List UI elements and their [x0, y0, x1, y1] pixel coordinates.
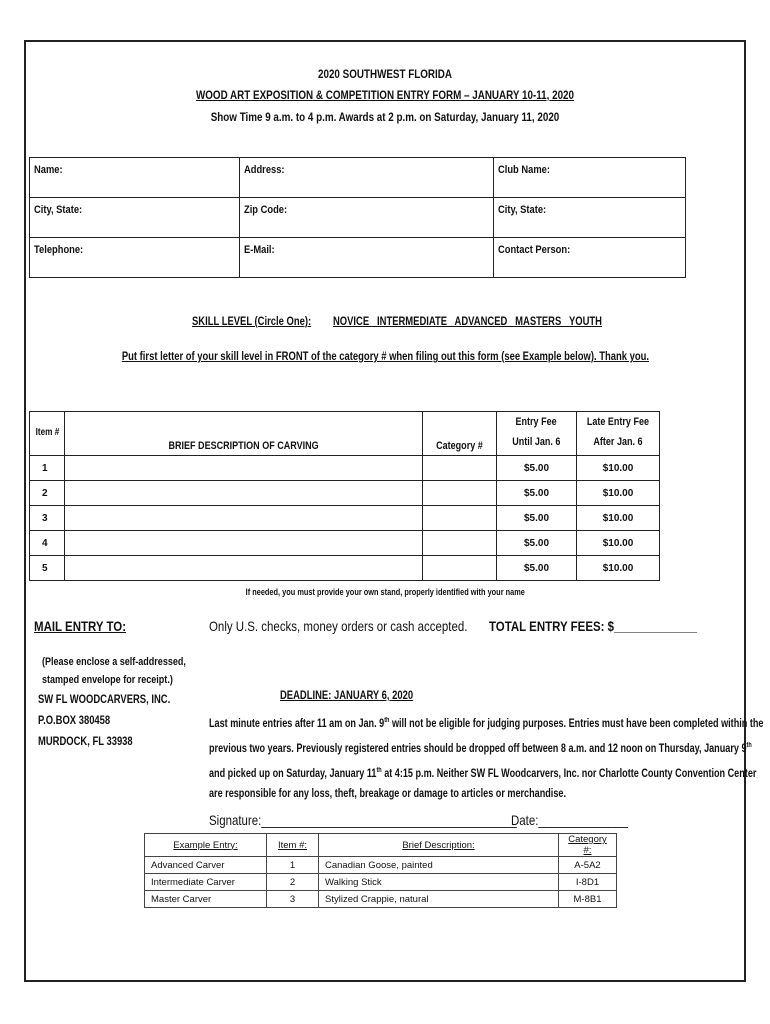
club-city-state-field[interactable]: City, State: [494, 198, 686, 238]
payment-note: Only U.S. checks, money orders or cash accepted. [209, 618, 468, 634]
col-late-fee-header: Late Entry Fee After Jan. 6 [577, 412, 660, 456]
col-item-header: Item # [30, 412, 65, 456]
stand-note: If needed, you must provide your own stand, properly identified with your name [245, 587, 525, 597]
address-line-2: P.O.BOX 380458 [38, 715, 111, 727]
example-row: Master Carver 3 Stylized Crappie, natural M-8B1 [145, 891, 617, 908]
total-entry-fees[interactable]: TOTAL ENTRY FEES: $_____________ [489, 618, 698, 634]
late-fee: $10.00 [577, 456, 660, 481]
entries-table [29, 411, 660, 581]
club-name-field[interactable]: Club Name: [494, 158, 686, 198]
deadline-title: DEADLINE: JANUARY 6, 2020 [280, 690, 414, 702]
description-cell[interactable] [65, 531, 423, 556]
form-header [24, 64, 746, 128]
item-number: 5 [30, 556, 65, 581]
address-line-1: SW FL WOODCARVERS, INC. [38, 694, 171, 706]
late-fee: $10.00 [577, 556, 660, 581]
example-header: Item #: [267, 834, 319, 857]
name-field[interactable]: Name: [30, 158, 240, 198]
header-line-2: WOOD ART EXPOSITION & COMPETITION ENTRY FORM – JANUARY 10-11, 2020 [195, 88, 574, 102]
description-cell[interactable] [65, 556, 423, 581]
category-cell[interactable] [423, 481, 497, 506]
email-field[interactable]: E-Mail: [240, 238, 494, 278]
category-cell[interactable] [423, 456, 497, 481]
category-cell[interactable] [423, 506, 497, 531]
item-number: 4 [30, 531, 65, 556]
signature-line[interactable]: Signature:________________________________________ [209, 812, 517, 828]
col-category-header: Category # [423, 412, 497, 456]
contact-person-field[interactable]: Contact Person: [494, 238, 686, 278]
late-fee: $10.00 [577, 506, 660, 531]
zip-code-field[interactable]: Zip Code: [240, 198, 494, 238]
description-cell[interactable] [65, 506, 423, 531]
entry-fee: $5.00 [497, 481, 577, 506]
item-number: 2 [30, 481, 65, 506]
deadline-text: Last minute entries after 11 am on Jan. 9th will not be eligible for judging purposes. Entries must have been completed within the previous two years. Previously registered entries should be dropped off between 8 a.m. and 12 noon on Thursday, January 9th and picked up on Saturday, January 11th at 4:15 p.m. Neither SW FL Woodcarvers, Inc. nor Charlotte County Convention Center are responsible for any loss, theft, breakage or damage to articles or merchandise. [209, 717, 764, 801]
col-entry-fee-header: Entry Fee Until Jan. 6 [497, 412, 577, 456]
description-cell[interactable] [65, 456, 423, 481]
address-line-3: MURDOCK, FL 33938 [38, 736, 133, 748]
skill-level-row [192, 316, 337, 328]
enclose-note: (Please enclose a self-addressed, stamped envelope for receipt.) [42, 656, 186, 686]
description-cell[interactable] [65, 481, 423, 506]
category-cell[interactable] [423, 531, 497, 556]
category-cell[interactable] [423, 556, 497, 581]
skill-level-label: SKILL LEVEL (Circle One): [192, 316, 312, 328]
skill-level-options[interactable]: NOVICE INTERMEDIATE ADVANCED MASTERS YOUTH [333, 316, 602, 328]
example-header: Brief Description: [319, 834, 559, 857]
example-row: Advanced Carver 1 Canadian Goose, painted A-5A2 [145, 857, 617, 874]
example-header: Example Entry: [145, 834, 267, 857]
telephone-field[interactable]: Telephone: [30, 238, 240, 278]
mail-entry-title: MAIL ENTRY TO: [34, 618, 127, 634]
item-number: 1 [30, 456, 65, 481]
late-fee: $10.00 [577, 531, 660, 556]
mailing-address [38, 690, 199, 753]
late-fee: $10.00 [577, 481, 660, 506]
entry-fee: $5.00 [497, 556, 577, 581]
header-line-3: Show Time 9 a.m. to 4 p.m. Awards at 2 p.m. on Saturday, January 11, 2020 [210, 110, 560, 124]
entry-fee: $5.00 [497, 531, 577, 556]
example-header: Category #: [559, 834, 617, 857]
col-description-header: BRIEF DESCRIPTION OF CARVING [65, 412, 423, 456]
address-field[interactable]: Address: [240, 158, 494, 198]
contact-info-table [29, 157, 686, 278]
header-line-1: 2020 SOUTHWEST FLORIDA [318, 67, 452, 81]
city-state-field[interactable]: City, State: [30, 198, 240, 238]
example-table [144, 833, 617, 908]
entry-fee: $5.00 [497, 456, 577, 481]
date-line[interactable]: Date:______________ [511, 812, 628, 828]
skill-instruction: Put first letter of your skill level in FRONT of the category # when filing out this form (see Example below). Thank you. [121, 351, 649, 363]
item-number: 3 [30, 506, 65, 531]
example-row: Intermediate Carver 2 Walking Stick I-8D1 [145, 874, 617, 891]
entry-fee: $5.00 [497, 506, 577, 531]
